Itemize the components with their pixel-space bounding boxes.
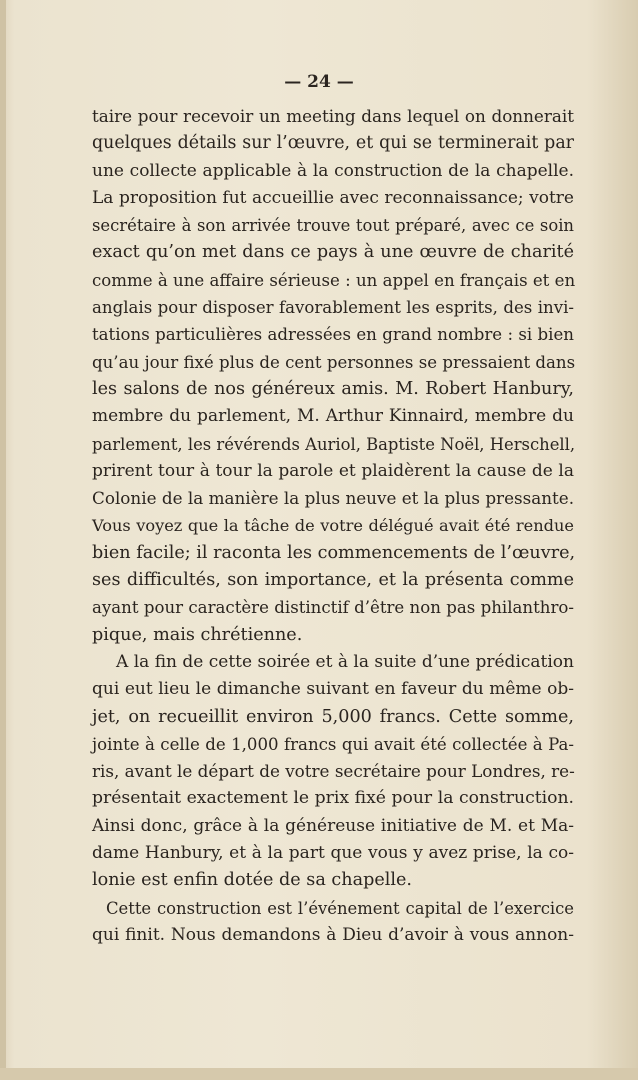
body-text bbox=[92, 103, 574, 949]
text-line: jet, on recueillit environ 5,000 francs. Cette somme, bbox=[92, 706, 574, 727]
text-line: La proposition fut accueillie avec reconnaissance; votre bbox=[92, 187, 574, 208]
text-line: taire pour recevoir un meeting dans lequel on donnerait bbox=[92, 106, 574, 126]
text-line: présentait exactement le prix fixé pour la construction. bbox=[92, 788, 574, 809]
text-line: une collecte applicable à la construction de la chapelle. bbox=[92, 160, 574, 181]
text-line: comme à une affaire sérieuse : un appel en français et en bbox=[92, 270, 576, 290]
text-line: tations particulières adressées en grand nombre : si bien bbox=[92, 325, 574, 345]
text-line: Vous voyez que la tâche de votre délégué avait été rendue bbox=[92, 516, 574, 536]
text-line: secrétaire à son arrivée trouve tout préparé, avec ce soin bbox=[92, 216, 574, 236]
text-line: quelques détails sur l’œuvre, et qui se terminerait par bbox=[92, 133, 574, 154]
text-line: bien facile; il raconta les commencements de l’œuvre, bbox=[92, 542, 576, 563]
text-line: membre du parlement, M. Arthur Kinnaird, membre du bbox=[92, 406, 574, 427]
text-line: dame Hanbury, et à la part que vous y avez prise, la co- bbox=[92, 843, 574, 864]
text-line: anglais pour disposer favorablement les esprits, des invi- bbox=[92, 298, 574, 318]
text-line: exact qu’on met dans ce pays à une œuvre de charité bbox=[92, 242, 574, 263]
text-line: Colonie de la manière la plus neuve et la plus pressante. bbox=[92, 488, 575, 509]
page-left-edge bbox=[0, 0, 6, 1080]
page-number: — 24 — bbox=[284, 72, 354, 92]
text-line: ses difficultés, son importance, et la présenta comme bbox=[92, 570, 574, 591]
text-line: ayant pour caractère distinctif d’être non pas philanthro- bbox=[92, 598, 574, 618]
text-line: prirent tour à tour la parole et plaidèrent la cause de la bbox=[92, 460, 574, 481]
text-line: qui eut lieu le dimanche suivant en faveur du même ob- bbox=[92, 679, 574, 700]
text-line: parlement, les révérends Auriol, Baptiste Noël, Herschell, bbox=[92, 434, 576, 454]
paragraph-first-line: Cette construction est l’événement capital de l’exercice bbox=[106, 898, 574, 918]
text-line: les salons de nos généreux amis. M. Robert Hanbury, bbox=[92, 378, 574, 399]
text-line: qui finit. Nous demandons à Dieu d’avoir à vous annon- bbox=[92, 924, 574, 945]
text-line: qu’au jour fixé plus de cent personnes se pressaient dans bbox=[92, 352, 576, 372]
paragraph-first-line: A la fin de cette soirée et à la suite d’une prédication bbox=[116, 651, 574, 672]
text-line: ris, avant le départ de votre secrétaire pour Londres, re- bbox=[92, 761, 575, 782]
text-line: lonie est enfin dotée de sa chapelle. bbox=[92, 870, 413, 891]
text-line: jointe à celle de 1,000 francs qui avait été collectée à Pa- bbox=[92, 734, 574, 754]
page-bottom-edge bbox=[0, 1068, 638, 1080]
text-line: Ainsi donc, grâce à la généreuse initiative de M. et Ma- bbox=[92, 815, 574, 836]
text-line: pique, mais chrétienne. bbox=[92, 624, 303, 645]
